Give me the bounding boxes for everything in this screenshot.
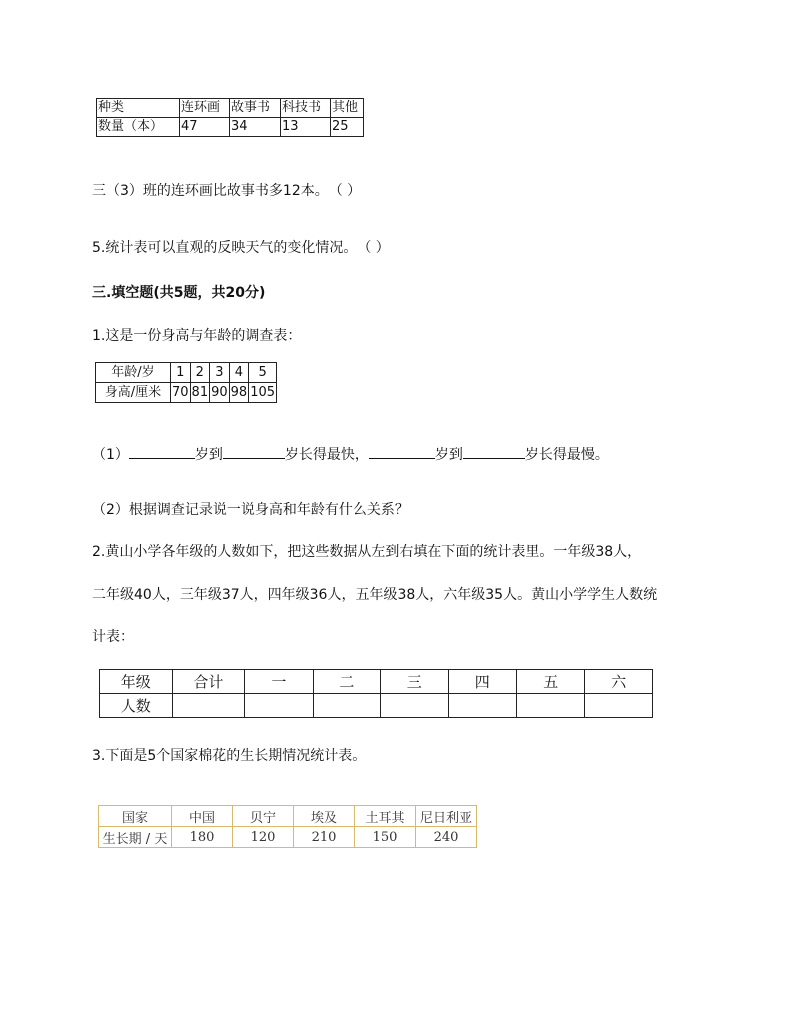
- table-cell: 身高/厘米: [96, 383, 171, 403]
- table-cell: 2: [190, 363, 210, 383]
- table-cell: 一: [245, 670, 313, 694]
- table-row: [99, 806, 477, 827]
- table-cell: 科技书: [281, 99, 331, 118]
- table-cell: 六: [585, 670, 653, 694]
- statement-5: 5.统计表可以直观的反映天气的变化情况。 （ ）: [92, 240, 390, 256]
- table-cell: 其他: [331, 99, 364, 118]
- answer-cell[interactable]: [313, 694, 380, 718]
- grade-student-table: [99, 669, 653, 718]
- table-row: [100, 694, 653, 718]
- table-cell: 180: [172, 827, 233, 848]
- answer-cell[interactable]: [585, 694, 653, 718]
- question-2-line-3: 计表：: [92, 629, 134, 645]
- table-cell: 国家: [99, 806, 172, 827]
- table-cell: 1: [171, 363, 191, 383]
- table-cell: 150: [355, 827, 416, 848]
- answer-blank[interactable]: [129, 444, 195, 459]
- question-1-sub-2: （2）根据调查记录说一说身高和年龄有什么关系？: [92, 502, 409, 518]
- table-cell: 合计: [172, 670, 245, 694]
- table-cell: 种类: [97, 99, 180, 118]
- table-cell: 数量（本）: [97, 118, 180, 137]
- text-segment: 岁到: [434, 447, 463, 463]
- question-1-text: 1.这是一份身高与年龄的调查表：: [92, 328, 302, 344]
- answer-cell[interactable]: [517, 694, 585, 718]
- table-cell: 五: [517, 670, 585, 694]
- sub-prefix: （1）: [92, 447, 129, 463]
- answer-cell[interactable]: [172, 694, 245, 718]
- table-row: [96, 363, 277, 383]
- table-cell: 中国: [172, 806, 233, 827]
- answer-blank[interactable]: [369, 444, 435, 459]
- book-count-table: [96, 98, 364, 137]
- table-cell: 生长期 / 天: [99, 827, 172, 848]
- table-row: [99, 827, 477, 848]
- text-segment: 岁长得最快，: [284, 447, 369, 463]
- answer-cell[interactable]: [245, 694, 313, 718]
- answer-blank[interactable]: [223, 444, 285, 459]
- answer-cell[interactable]: [381, 694, 448, 718]
- table-cell: 年级: [100, 670, 173, 694]
- table-cell: 贝宁: [233, 806, 294, 827]
- table-row: [96, 383, 277, 403]
- table-cell: 98: [229, 383, 249, 403]
- answer-cell[interactable]: [448, 694, 516, 718]
- section-title: 三.填空题(共5题，共20分): [92, 285, 266, 301]
- height-age-table: [95, 362, 277, 403]
- table-cell: 5: [249, 363, 277, 383]
- table-cell: 47: [180, 118, 230, 137]
- table-cell: 120: [233, 827, 294, 848]
- table-cell: 四: [448, 670, 516, 694]
- table-cell: 240: [416, 827, 477, 848]
- question-2-line-2: 二年级40人，三年级37人，四年级36人，五年级38人，六年级35人。黄山小学学生人数统: [92, 587, 658, 603]
- table-cell: 三: [381, 670, 448, 694]
- table-cell: 埃及: [294, 806, 355, 827]
- table-row: [97, 118, 364, 137]
- table-cell: 90: [210, 383, 230, 403]
- table-row: [100, 670, 653, 694]
- cotton-growth-table: [98, 805, 477, 848]
- table-cell: 土耳其: [355, 806, 416, 827]
- question-3-text: 3.下面是5个国家棉花的生长期情况统计表。: [92, 748, 367, 764]
- table-cell: 二: [313, 670, 380, 694]
- question-1-sub-1: [92, 444, 609, 464]
- table-cell: 4: [229, 363, 249, 383]
- table-cell: 3: [210, 363, 230, 383]
- table-cell: 34: [230, 118, 281, 137]
- text-segment: 岁到: [194, 447, 223, 463]
- question-2-line-1: 2.黄山小学各年级的人数如下，把这些数据从左到右填在下面的统计表里。一年级38人，: [92, 544, 642, 560]
- answer-blank[interactable]: [463, 444, 525, 459]
- table-cell: 尼日利亚: [416, 806, 477, 827]
- table-cell: 13: [281, 118, 331, 137]
- table-cell: 故事书: [230, 99, 281, 118]
- table-cell: 81: [190, 383, 210, 403]
- table-cell: 105: [249, 383, 277, 403]
- table-cell: 年龄/岁: [96, 363, 171, 383]
- table-cell: 210: [294, 827, 355, 848]
- table-cell: 连环画: [180, 99, 230, 118]
- table-row: [97, 99, 364, 118]
- text-segment: 岁长得最慢。: [524, 447, 609, 463]
- table-cell: 人数: [100, 694, 173, 718]
- table-cell: 25: [331, 118, 364, 137]
- table-cell: 70: [171, 383, 191, 403]
- statement-4: 三（3）班的连环画比故事书多12本。 （ ）: [92, 183, 362, 199]
